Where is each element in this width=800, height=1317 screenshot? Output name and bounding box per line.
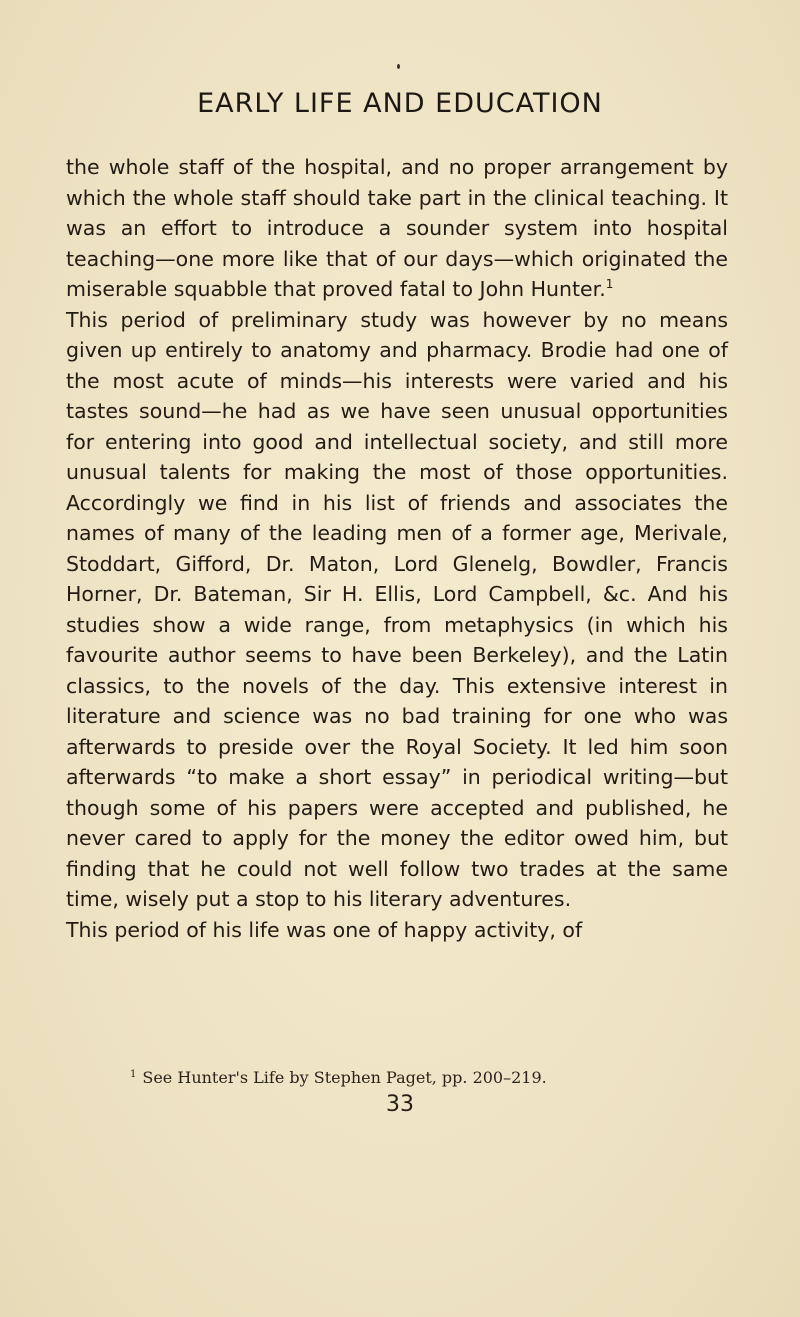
paragraph-continued: [66, 152, 728, 305]
paragraph-1-text: the whole staff of the hospital, and no proper arrangement by which the whole staff should take part in the clinical teaching. It was an effort to introduce a sounder system into hospital teaching—one more like that of our days—which originated the miserable squabble that proved fatal to John Hunter.: [66, 155, 728, 301]
page-number: 33: [386, 1092, 414, 1117]
paragraph-3: This period of his life was one of happy activity, of: [66, 917, 583, 942]
body-text: [66, 152, 728, 945]
running-head: EARLY LIFE AND EDUCATION: [197, 88, 603, 119]
footnote: [130, 1068, 730, 1087]
ink-speck: [397, 64, 400, 69]
footnote-number: 1: [130, 1068, 137, 1080]
paragraph-2: This period of preliminary study was however by no means given up entirely to anatomy and pharmacy. Brodie had one of the most acute of minds—his interests were varied and his tastes sound—he had as we have seen unusual opportunities for entering into good and intellectual society, and still more unusual talents for making the most of those opportunities. Accordingly we find in his list of friends and associates the names of many of the leading men of a former age, Merivale, Stoddart, Gifford, Dr. Maton, Lord Glenelg, Bowdler, Francis Horner, Dr. Bateman, Sir H. Ellis, Lord Campbell, &c. And his studies show a wide range, from metaphysics (in which his favourite author seems to have been Berkeley), and the Latin classics, to the novels of the day. This extensive interest in literature and science was no bad training for one who was afterwards to preside over the Royal Society. It led him soon afterwards “to make a short essay” in periodical writing—but though some of his papers were accepted and published, he never cared to apply for the money the editor owed him, but finding that he could not well follow two trades at the same time, wisely put a stop to his literary adventures.: [66, 307, 728, 911]
footnote-reference: 1: [605, 277, 614, 292]
footnote-text: See Hunter's Life by Stephen Paget, pp. 200–219.: [142, 1068, 547, 1087]
